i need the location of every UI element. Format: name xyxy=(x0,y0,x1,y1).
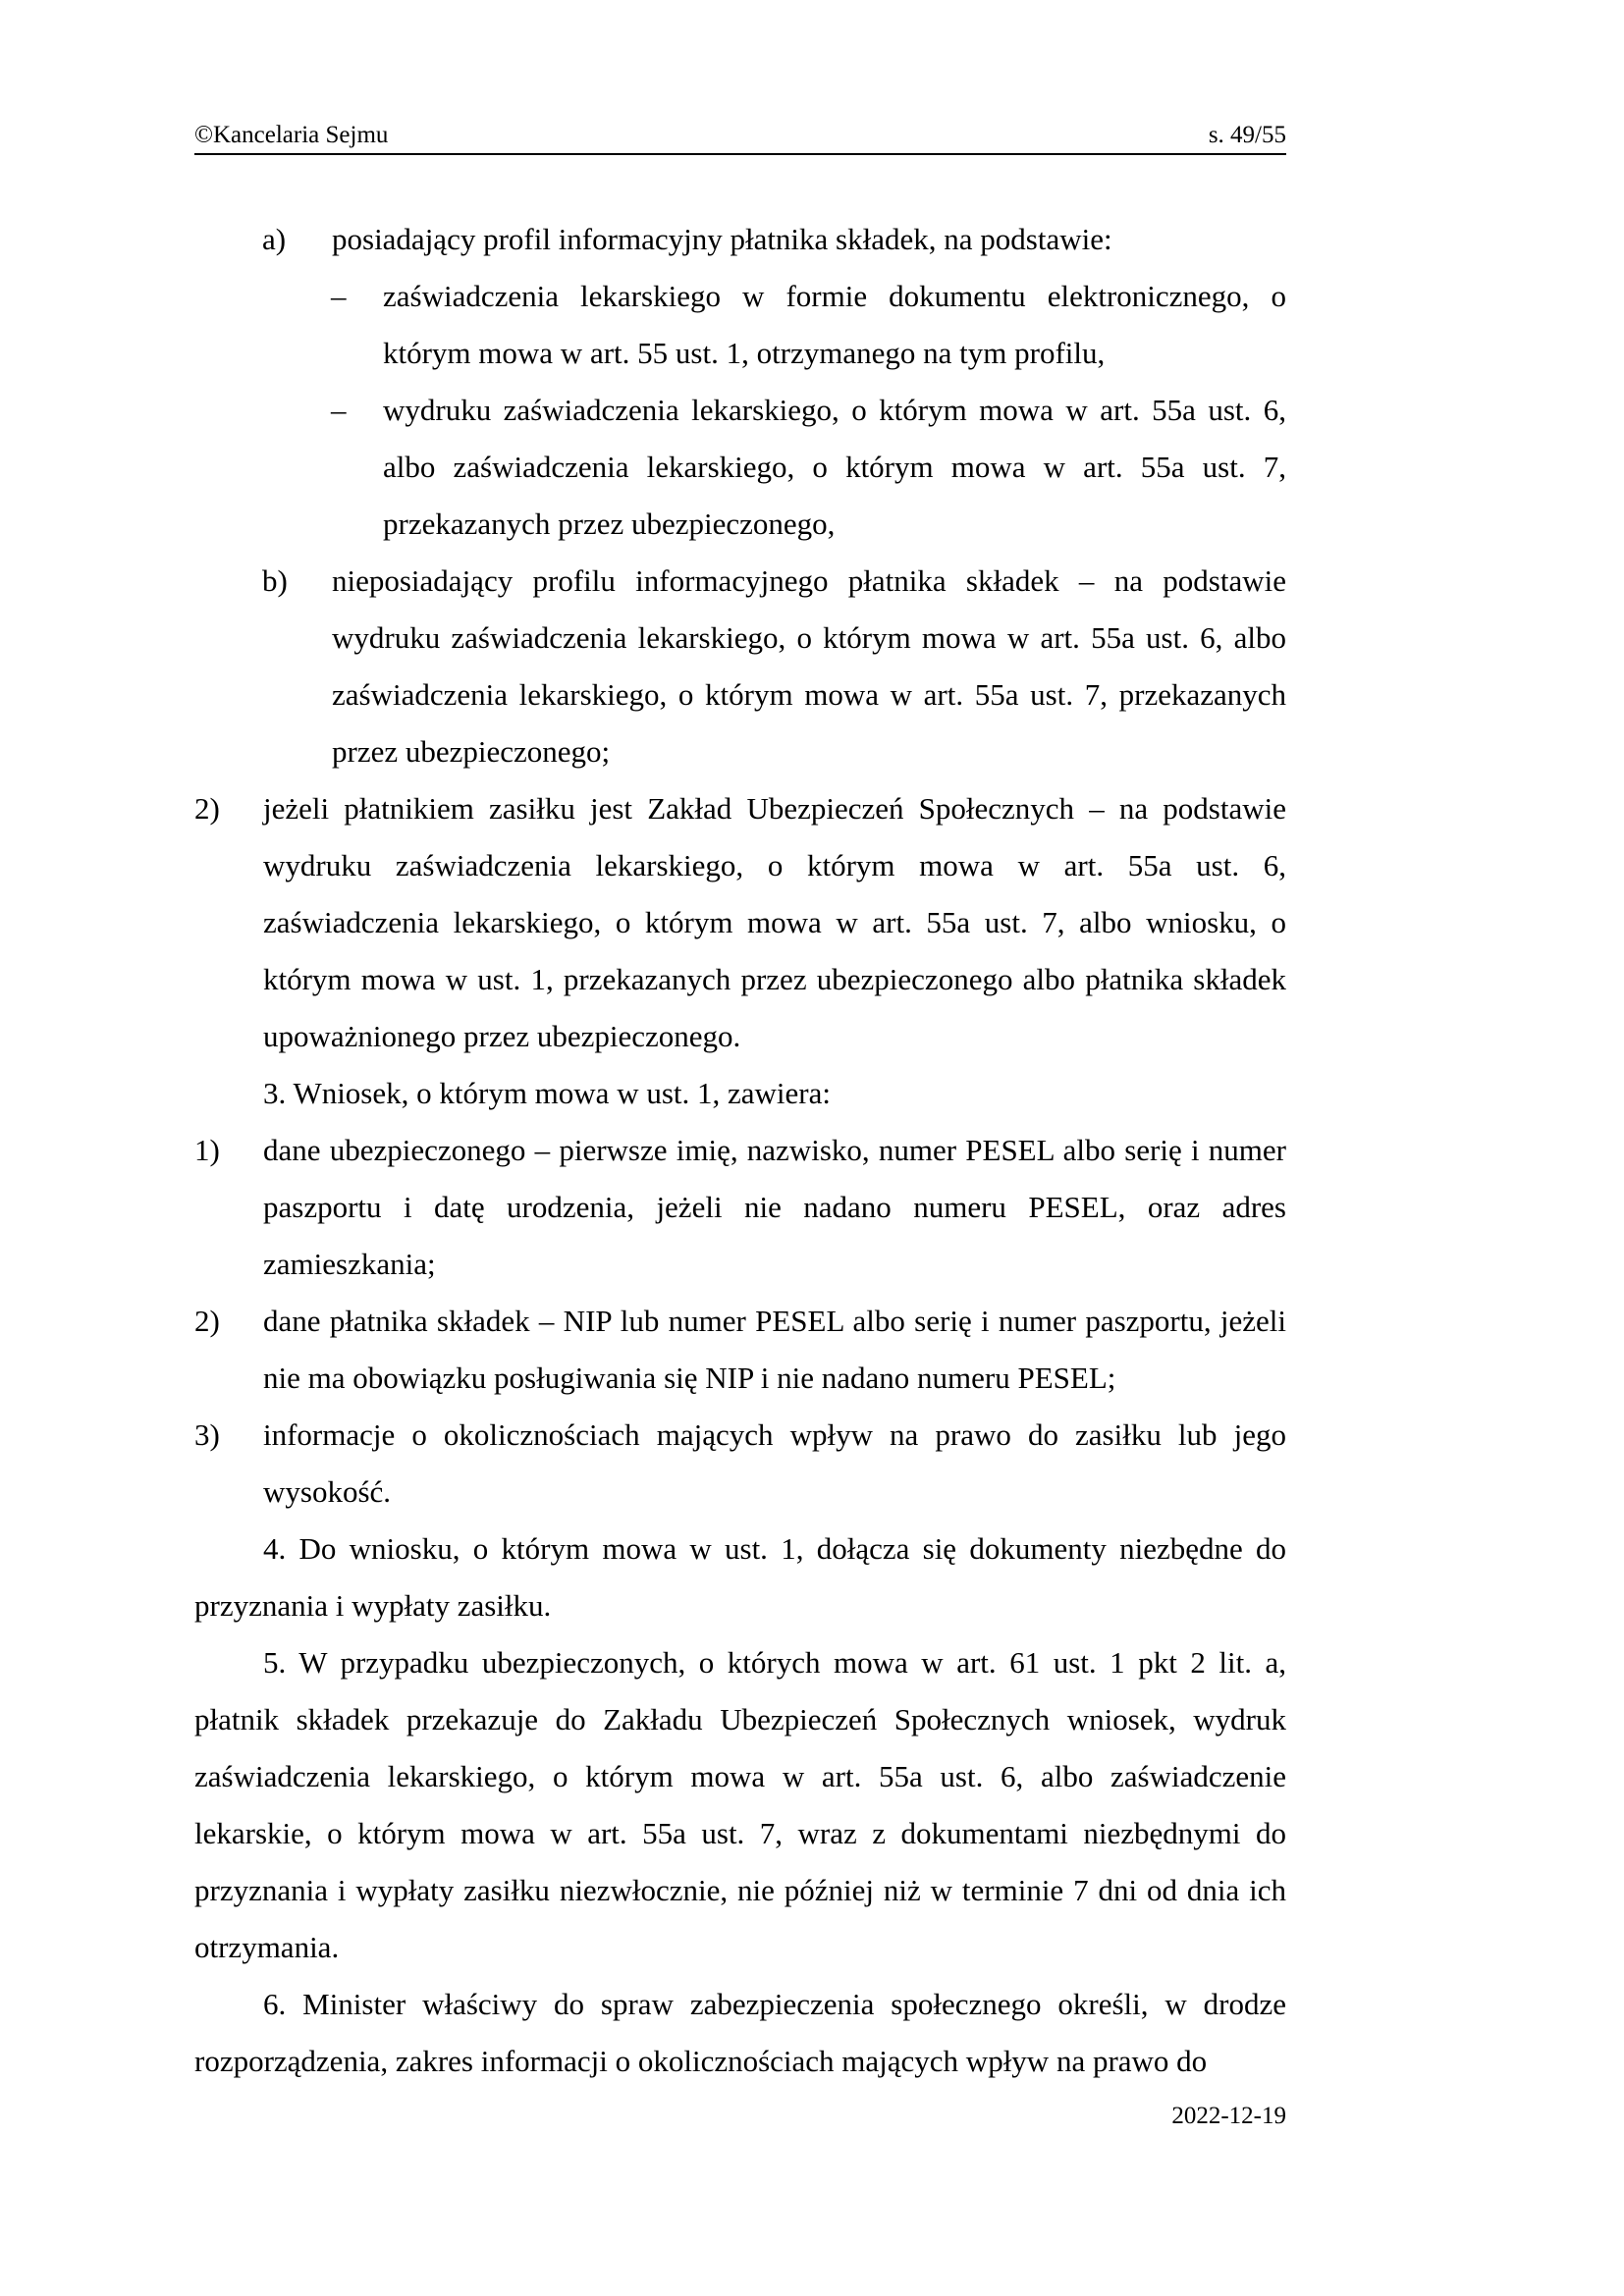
list-label: a) xyxy=(262,222,287,256)
list-label: 2) xyxy=(194,791,220,826)
list-text: nieposiadający profilu informacyjnego płatnika składek – na podstawie wydruku zaświadczenia lekarskiego, o którym mowa w art. 55a ust. 6, albo zaświadczenia lekarskiego, o którym mowa w art. 55a ust. 7, przekazanych przez ubezpieczonego; xyxy=(332,563,1286,769)
footer-date: 2022-12-19 xyxy=(1171,2103,1286,2129)
document-body xyxy=(194,211,1286,2090)
list-item-b xyxy=(194,553,1286,780)
list-text: zaświadczenia lekarskiego w formie dokumentu elektronicznego, o którym mowa w art. 55 ust. 1, otrzymanego na tym profilu, xyxy=(383,279,1286,370)
header-page-number: s. 49/55 xyxy=(1208,122,1286,148)
list-label: – xyxy=(331,393,347,427)
paragraph-ust-6: 6. Minister właściwy do spraw zabezpieczenia społecznego określi, w drodze rozporządzenia, zakres informacji o okolicznościach mających wpływ na prawo do xyxy=(194,1987,1286,2078)
list-label: 3) xyxy=(194,1417,220,1452)
list-item-dash xyxy=(194,268,1286,382)
list-item-ust3-3 xyxy=(194,1407,1286,1521)
list-label: 1) xyxy=(194,1133,220,1167)
list-item-a xyxy=(194,211,1286,268)
list-label: 2) xyxy=(194,1304,220,1338)
list-item-point-2 xyxy=(194,780,1286,1065)
list-text: dane płatnika składek – NIP lub numer PESEL albo serię i numer paszportu, jeżeli nie ma obowiązku posługiwania się NIP i nie nadano numeru PESEL; xyxy=(263,1304,1286,1395)
list-item-dash xyxy=(194,382,1286,553)
list-item-ust3-2 xyxy=(194,1293,1286,1407)
paragraph-ust-3: 3. Wniosek, o którym mowa w ust. 1, zawiera: xyxy=(263,1076,831,1110)
list-text: dane ubezpieczonego – pierwsze imię, nazwisko, numer PESEL albo serię i numer paszportu i datę urodzenia, jeżeli nie nadano numeru PESEL, oraz adres zamieszkania; xyxy=(263,1133,1286,1281)
list-label: b) xyxy=(262,563,288,598)
list-text: informacje o okolicznościach mających wpływ na prawo do zasiłku lub jego wysokość. xyxy=(263,1417,1286,1509)
paragraph-ust-5: 5. W przypadku ubezpieczonych, o których mowa w art. 61 ust. 1 pkt 2 lit. a, płatnik składek przekazuje do Zakładu Ubezpieczeń Społecznych wniosek, wydruk zaświadczenia lekarskiego, o którym mowa w art. 55a ust. 6, albo zaświadczenie lekarskie, o którym mowa w art. 55a ust. 7, wraz z dokumentami niezbędnymi do przyznania i wypłaty zasiłku niezwłocznie, nie później niż w terminie 7 dni od dnia ich otrzymania. xyxy=(194,1645,1286,1964)
list-label: – xyxy=(331,279,347,313)
list-text: posiadający profil informacyjny płatnika składek, na podstawie: xyxy=(332,222,1112,256)
header-publisher: ©Kancelaria Sejmu xyxy=(194,122,389,148)
list-text: wydruku zaświadczenia lekarskiego, o którym mowa w art. 55a ust. 6, albo zaświadczenia lekarskiego, o którym mowa w art. 55a ust. 7, przekazanych przez ubezpieczonego, xyxy=(383,393,1286,541)
paragraph-ust-4: 4. Do wniosku, o którym mowa w ust. 1, dołącza się dokumenty niezbędne do przyznania i wypłaty zasiłku. xyxy=(194,1531,1286,1623)
list-text: jeżeli płatnikiem zasiłku jest Zakład Ubezpieczeń Społecznych – na podstawie wydruku zaświadczenia lekarskiego, o którym mowa w art. 55a ust. 6, zaświadczenia lekarskiego, o którym mowa w art. 55a ust. 7, albo wniosku, o którym mowa w ust. 1, przekazanych przez ubezpieczonego albo płatnika składek upoważnionego przez ubezpieczonego. xyxy=(263,791,1286,1053)
list-item-ust3-1 xyxy=(194,1122,1286,1293)
page-header xyxy=(194,122,1286,155)
